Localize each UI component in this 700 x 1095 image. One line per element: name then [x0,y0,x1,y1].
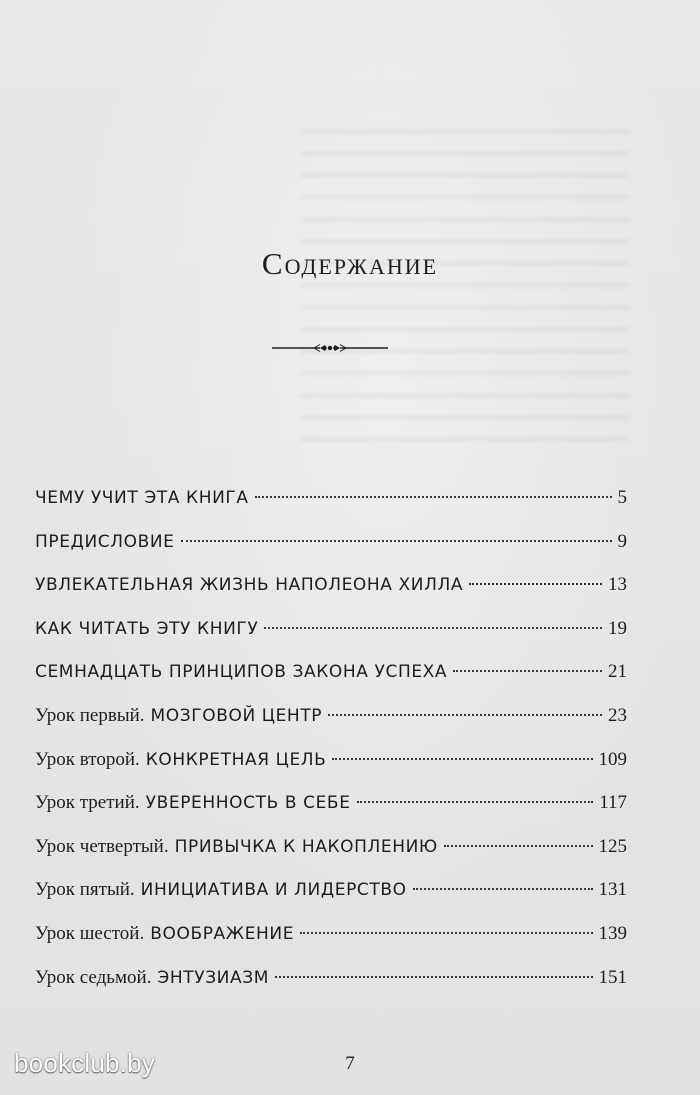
toc-lesson-label: Урок первый. [35,704,145,726]
watermark-logo: bookclub.by [14,1048,155,1078]
dot-leader [469,583,602,585]
toc-entry [35,923,294,945]
toc-row [35,661,627,705]
toc-page-number: 117 [599,792,627,814]
dot-leader [300,932,592,934]
toc-entry [35,792,351,814]
toc-entry-title: КАК ЧИТАТЬ ЭТУ КНИГУ [35,618,259,639]
toc-entry-title: ПРЕДИСЛОВИЕ [35,531,175,552]
toc-lesson-label: Урок шестой. [35,922,145,944]
toc-page-number: 151 [598,966,627,988]
toc-lesson-label: Урок пятый. [35,879,135,901]
dot-leader [264,627,602,629]
toc-page-number: 9 [617,530,627,552]
toc-row [35,705,627,749]
toc-entry [35,575,463,595]
toc-entry-title: УВЛЕКАТЕЛЬНАЯ ЖИЗНЬ НАПОЛЕОНА ХИЛЛА [35,575,464,596]
toc-entry-title: ЭНТУЗИАЗМ [157,967,269,988]
page-title: Содержание [261,246,439,281]
toc-entry-title: МОЗГОВОЙ ЦЕНТР [150,705,323,726]
toc-page-number: 5 [617,487,627,508]
toc-lesson-label: Урок седьмой. [35,966,152,988]
toc-page-number: 21 [608,661,627,683]
toc-page-number: 23 [608,704,627,726]
toc-page-number: 125 [598,835,627,857]
toc-entry [35,532,175,552]
toc-entry [35,749,326,771]
toc-entry-title: ЧЕМУ УЧИТ ЭТА КНИГА [35,488,249,508]
toc-entry [35,879,407,901]
toc-entry-title: УВЕРЕННОСТЬ В СЕБЕ [145,793,351,814]
toc-page-number: 19 [608,617,627,639]
toc-lesson-label: Урок третий. [35,792,140,814]
paper-show-through [300,130,630,450]
dot-leader [453,670,602,672]
toc-row [35,749,627,793]
toc-page-number: 139 [598,922,627,944]
toc-entry [35,967,269,989]
toc-row [35,792,627,836]
toc-page-number: 131 [598,879,627,901]
toc-row [35,923,627,967]
toc-entry [35,705,322,727]
toc-entry-title: ВООБРАЖЕНИЕ [150,923,295,944]
toc-entry [35,488,249,508]
divider-ornament-icon [270,338,390,358]
dot-leader [444,845,593,847]
toc-entry-title: КОНКРЕТНАЯ ЦЕЛЬ [145,749,327,770]
toc-row [35,967,627,1011]
toc-row [35,618,627,662]
toc-page-number: 109 [598,748,627,770]
dot-leader [332,758,592,760]
dot-leader [357,801,594,803]
toc-lesson-label: Урок четвертый. [35,835,169,857]
toc-page-number: 13 [608,574,627,596]
toc-entry-title: СЕМНАДЦАТЬ ПРИНЦИПОВ ЗАКОНА УСПЕХА [35,662,448,683]
dot-leader [413,888,593,890]
dot-leader [181,540,612,542]
dot-leader [275,976,593,978]
toc-lesson-label: Урок второй. [35,748,140,770]
toc-row [35,531,627,575]
toc-row [35,574,627,618]
toc-row [35,836,627,880]
toc-entry-title: ПРИВЫЧКА К НАКОПЛЕНИЮ [174,836,438,857]
dot-leader [328,714,602,716]
toc-row [35,879,627,923]
toc-entry [35,836,438,858]
toc-entry [35,619,258,639]
toc-entry [35,662,447,682]
toc-row [35,487,627,531]
dot-leader [255,496,612,498]
page-number: 7 [345,1053,355,1074]
table-of-contents [35,487,627,1010]
toc-entry-title: ИНИЦИАТИВА И ЛИДЕРСТВО [140,880,407,901]
